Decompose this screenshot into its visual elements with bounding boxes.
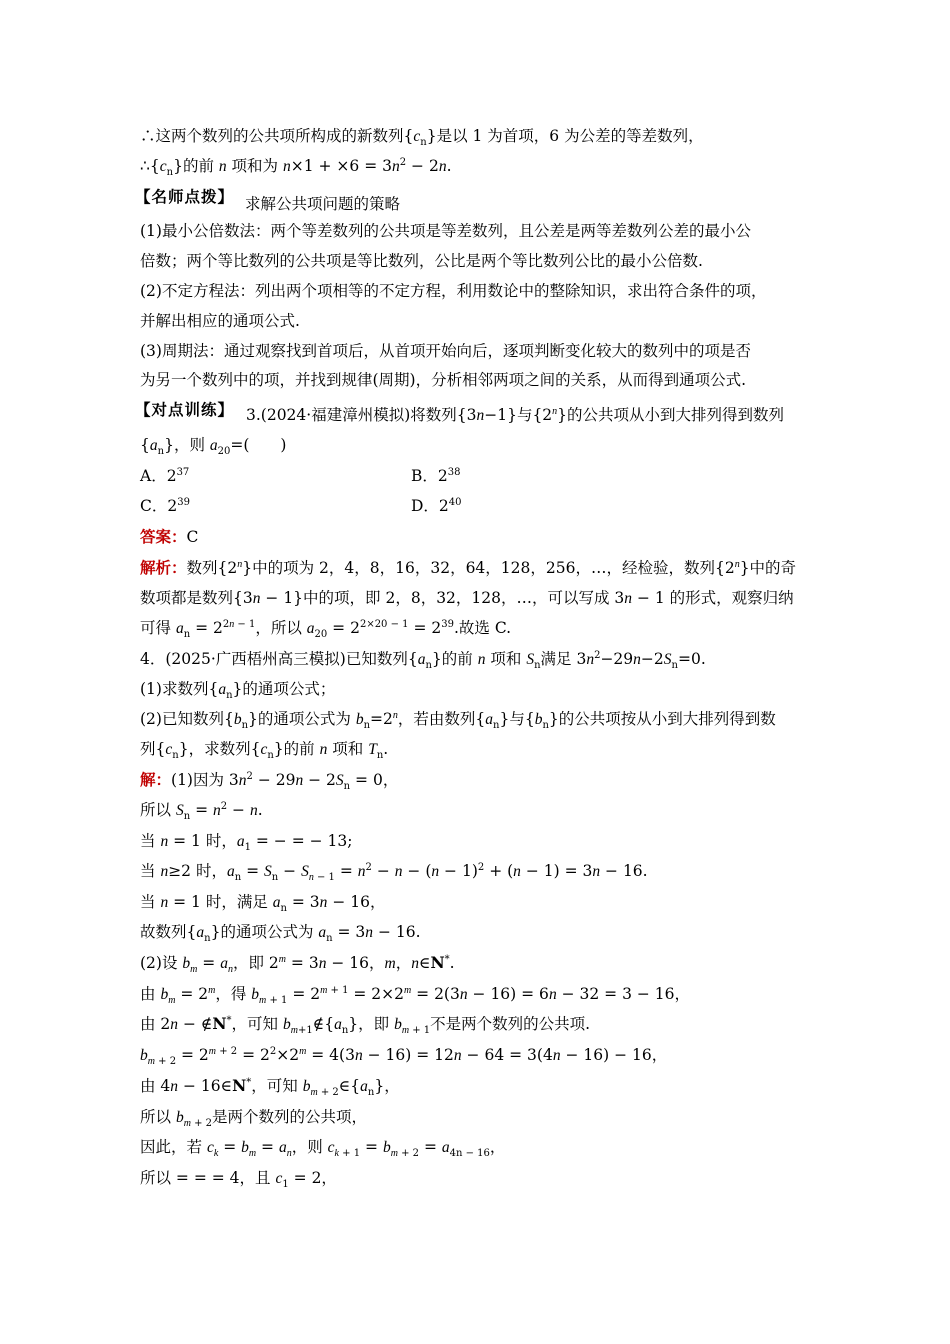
text-line: 可得 $a_n = 2^{2n - 1}$，所以 $a_{20} = 2^{2\times 20 - 1} = 2^{39}$.故选 C.: [140, 618, 512, 641]
text-line: 当 n = 1 时，$a_1$ = − = − 13;: [140, 832, 353, 854]
text-line: (2)不定方程法：列出两个项相等的不定方程，利用数论中的整除知识，求出符合条件的项，: [140, 282, 767, 300]
option-b: B．$2^{38}$: [411, 466, 461, 485]
text-line: (1)求数列$\{a_n\}$的通项公式；: [140, 680, 336, 702]
option-a: A．$2^{37}$: [140, 466, 190, 485]
text-line: (2)设 $b_m = a_n$，即 $2^m = 3n - 16$，m，n∈N*.: [140, 953, 455, 976]
tips-title: 求解公共项问题的策略: [245, 195, 401, 213]
text-line: $\{a_n\}$，则 $a_{20}=$( ): [140, 436, 287, 458]
question-4: 4．(2025·广西梧州高三模拟)已知数列$\{a_n\}$的前 n 项和 $S_n$满足 $3n^2-29n-2S_n=0$.: [140, 649, 706, 672]
text-line: 为另一个数列中的项，并找到规律(周期)，分析相邻两项之间的关系，从而得到通项公式.: [140, 371, 747, 389]
question-3: 3.(2024·福建漳州模拟)将数列{3n−1}与{2$^n$}的公共项从小到大排列得到数列: [246, 405, 785, 424]
text-line: 当 n = 1 时，满足 $a_n = 3n - 16$，: [140, 893, 386, 915]
tips-tag: 【名师点拨】: [135, 188, 235, 206]
text-line: (1)最小公倍数法：两个等差数列的公共项是等差数列，且公差是两等差数列公差的最小公: [140, 222, 751, 240]
text-line: 由 2n − ∉N*，可知 $b_{m+1}\notin\{a_n\}$，即 $b_{m + 1}$不是两个数列的公共项.: [140, 1014, 591, 1037]
practice-tag: 【对点训练】: [135, 401, 235, 419]
text-line: 倍数；两个等比数列的公共项是等比数列，公比是两个等比数列公比的最小公倍数.: [140, 252, 703, 270]
explanation-line: 解析：数列{2$^n$}中的项为 2，4，8，16，32，64，128，256，…，经检验，数列{2$^n$}中的奇: [140, 558, 797, 577]
text-line: 列$\{c_n\}$，求数列$\{c_n\}$的前 n 项和 $T_n$.: [140, 740, 389, 762]
text-line: 故数列$\{a_n\}$的通项公式为 $a_n = 3n - 16$.: [140, 923, 421, 945]
text-line: 当 n≥2 时，$a_n = S_n - S_{n - 1} = n^2 - n - (n - 1)^2 + (n - 1) = 3n - 16$.: [140, 861, 648, 884]
option-c: C．$2^{39}$: [140, 496, 190, 515]
text-line: $b_{m + 2} = 2^{m + 2} = 2^2\times 2^m = 4(3n - 16) = 12n - 64 = 3(4n - 16) - 16$，: [140, 1045, 668, 1068]
text-line: ∴这两个数列的公共项所构成的新数列$\{c_n\}$是以 1 为首项，6 为公差的等差数列，: [140, 127, 704, 149]
text-line: 由 $b_m = 2^m$，得 $b_{m + 1} = 2^{m + 1} = 2\times 2^m = 2(3n - 16) = 6n - 32 = 3 - 16$，: [140, 984, 691, 1007]
option-d: D．$2^{40}$: [411, 496, 462, 515]
text-line: (2)已知数列$\{b_n\}$的通项公式为 $b_n=2^n$，若由数列$\{a_n\}$与$\{b_n\}$的公共项按从小到大排列得到数: [140, 709, 776, 732]
solution-line: 解：(1)因为 $3n^2 - 29n - 2S_n = 0$，: [140, 770, 399, 793]
text-line: 由 4n − 16∈N*，可知 $b_{m + 2}\in\{a_n\}$，: [140, 1076, 400, 1099]
answer-line: 答案：C: [140, 527, 199, 546]
text-line: 数项都是数列{3n − 1}中的项，即 2，8，32，128，…，可以写成 3n − 1 的形式，观察归纳: [140, 589, 794, 607]
text-line: 所以 $S_n = n^2 - n$.: [140, 800, 263, 823]
text-line: $\therefore\{c_n\}$的前 n 项和为 $n\times 1 + \times 6 = 3n^2 - 2n$.: [140, 156, 452, 179]
text-line: 并解出相应的通项公式.: [140, 312, 300, 330]
text-line: 所以 = = = 4，且 $c_1 = 2$，: [140, 1169, 337, 1191]
text-line: 所以 $b_{m + 2}$是两个数列的公共项，: [140, 1108, 368, 1130]
text-line: (3)周期法：通过观察找到首项后，从首项开始向后，逐项判断变化较大的数列中的项是否: [140, 342, 751, 360]
text-line: 因此，若 $c_k = b_m = a_n$，则 $c_{k + 1} = b_{m + 2} = a_{4n - 16}$，: [140, 1138, 506, 1160]
